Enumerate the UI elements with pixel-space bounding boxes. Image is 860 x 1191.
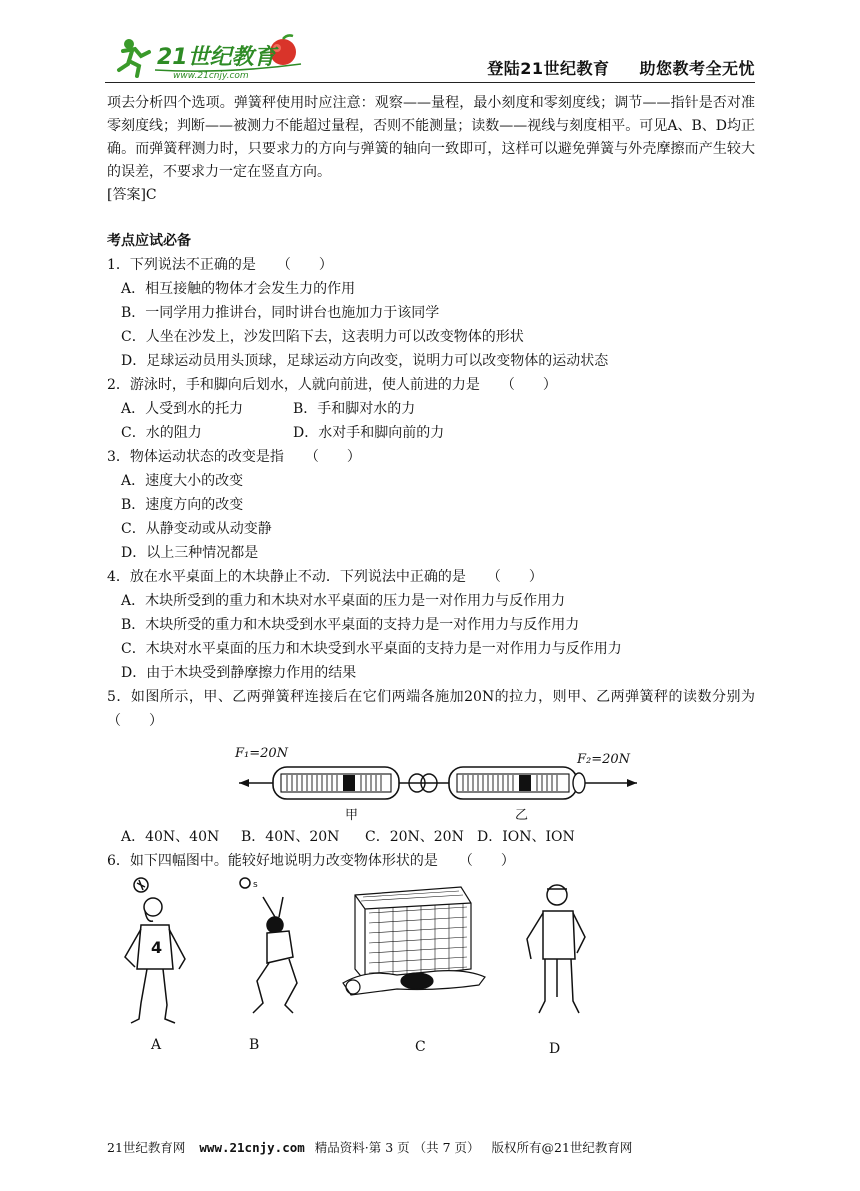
force-f2-label: F₂=20N — [577, 752, 631, 767]
force-shape-figures — [107, 873, 755, 1065]
question-3-stem: 3．物体运动状态的改变是指 （ ） — [107, 449, 361, 465]
question-5-stem: 5．如图所示，甲、乙两弹簧秤连接后在它们两端各施加20N的拉力，则甲、乙两弹簧秤的读数分别为 （ ） — [107, 689, 783, 729]
logo-text: 21世纪教育 — [157, 45, 276, 70]
logo — [115, 34, 305, 84]
figure-b-girl-volleyball — [240, 878, 297, 1013]
footer-page-info: 精品资料·第 3 页 （共 7 页） — [314, 1140, 480, 1155]
footer-copyright: 版权所有@21世纪教育网 — [491, 1140, 633, 1155]
question-3-option-a: A．速度大小的改变 — [121, 473, 244, 489]
question-4-option-c: C．木块对水平桌面的压力和木块受到水平桌面的支持力是一对作用力与反作用力 — [121, 641, 622, 657]
question-5-option-a: A．40N、40N — [121, 829, 220, 845]
runner-icon — [119, 39, 149, 76]
right-arrow-icon — [627, 779, 637, 787]
slogan-right: 助您教考全无忧 — [639, 59, 755, 78]
question-1-option-b: B．一同学用力推讲台，同时讲台也施加力于该同学 — [121, 305, 440, 321]
question-1-stem: 1．下列说法不正确的是 （ ） — [107, 257, 333, 273]
question-3-option-d: D．以上三种情况都是 — [121, 545, 259, 561]
figure-label-b: B — [249, 1037, 260, 1053]
question-4-option-a: A．木块所受到的重力和木块对水平桌面的压力是一对作用力与反作用力 — [121, 593, 566, 609]
question-1-option-c: C．人坐在沙发上，沙发凹陷下去，这表明力可以改变物体的形状 — [121, 329, 524, 345]
left-arrow-icon — [239, 779, 249, 787]
page-footer — [107, 1138, 757, 1156]
footer-left: 21世纪教育网 — [107, 1140, 186, 1155]
question-2-option-a: A．人受到水的托力 — [121, 401, 244, 417]
question-1-option-a: A．相互接触的物体才会发生力的作用 — [121, 281, 356, 297]
question-3-option-c: C．从静变动或从动变静 — [121, 521, 272, 537]
question-2-option-d: D．水对手和脚向前的力 — [293, 425, 445, 441]
question-2-options-row-1 — [121, 397, 755, 421]
question-2-options-row-2 — [121, 421, 755, 445]
main-content — [107, 92, 783, 1065]
figure-c-goal-net — [343, 887, 485, 995]
svg-text:s: s — [253, 880, 258, 890]
page-header — [105, 28, 755, 86]
header-divider — [105, 82, 755, 83]
question-5-option-b: B．40N、20N — [241, 829, 340, 845]
spring-scales-figure — [107, 733, 755, 825]
figure-label-c: C — [415, 1039, 426, 1055]
question-4-option-d: D．由于木块受到静摩擦力作用的结果 — [121, 665, 357, 681]
right-spring-scale — [449, 767, 585, 799]
question-2-option-b: B．手和脚对水的力 — [293, 401, 416, 417]
question-5-option-c: C．20N、20N — [365, 829, 464, 845]
right-scale-label: 乙 — [515, 808, 529, 823]
header-slogan — [487, 56, 755, 79]
svg-text:4: 4 — [151, 938, 163, 957]
question-5-options — [121, 825, 755, 849]
left-spring-scale — [273, 767, 399, 799]
spring-scales-diagram — [107, 733, 755, 825]
force-f1-label: F₁=20N — [235, 746, 289, 761]
question-4-stem: 4．放在水平桌面上的木块静止不动．下列说法中正确的是 （ ） — [107, 569, 543, 585]
figure-d-boy-standing — [527, 885, 585, 1013]
question-2-stem: 2．游泳时，手和脚向后划水，人就向前进，使人前进的力是 （ ） — [107, 377, 557, 393]
figure-label-d: D — [549, 1041, 561, 1057]
left-scale-label: 甲 — [345, 808, 359, 823]
question-3-option-b: B．速度方向的改变 — [121, 497, 244, 513]
figure-a-girl-heading-ball — [125, 878, 185, 1023]
footer-site-link[interactable]: www.21cnjy.com — [199, 1140, 305, 1155]
question-1-option-d: D．足球运动员用头顶球，足球运动方向改变，说明力可以改变物体的运动状态 — [121, 353, 609, 369]
analysis-paragraph: 项去分析四个选项。弹簧秤使用时应注意：观察——量程，最小刻度和零刻度线；调节——指针是否对准零刻度线；判断——被测力不能超过量程，否则不能测量；读数——视线与刻度相平。可见A、B、D均正确。而弹簧秤测力时，只要求力的方向与弹簧的轴向一致即可，这样可以避免弹簧与外壳摩擦而产生较大的误差，不要求力一定在竖直方向。 — [107, 95, 755, 180]
question-2-option-c: C．水的阻力 — [121, 425, 202, 441]
answer-line: [答案]C — [107, 187, 157, 203]
question-6-stem: 6．如下四幅图中。能较好地说明力改变物体形状的是 （ ） — [107, 853, 515, 869]
figure-label-a: A — [151, 1037, 162, 1053]
question-5-option-d: D．ION、ION — [477, 829, 575, 845]
four-picture-diagram — [107, 873, 755, 1065]
slogan-left: 登陆21世纪教育 — [487, 59, 610, 78]
logo-url: www.21cnjy.com — [173, 71, 249, 81]
question-4-option-b: B．木块所受的重力和木块受到水平桌面的支持力是一对作用力与反作用力 — [121, 617, 580, 633]
section-title: 考点应试必备 — [107, 233, 191, 249]
